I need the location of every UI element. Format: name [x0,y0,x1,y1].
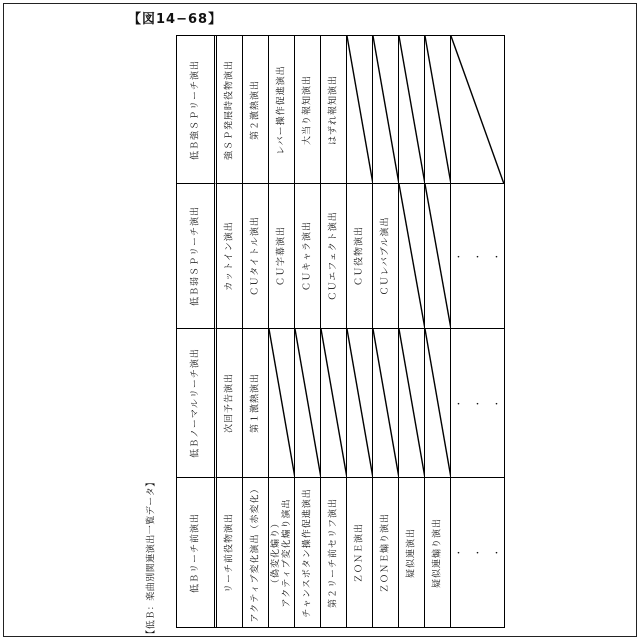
diagonal-line [373,36,399,184]
row-header-cell [177,36,217,184]
effect-name-text: ＣＵタイトル演出 [250,216,260,296]
na-diagonal-cell [399,36,425,184]
diagonal-line [399,329,425,478]
row-header-text: 低Ｂノーマルリーチ演出 [190,348,200,458]
effect-name-text: 大当り報知演出 [302,74,312,145]
effect-name-text: カットイン演出 [224,221,234,291]
ellipsis-text: ・・・ [454,252,512,263]
diagonal-line [347,329,373,478]
effect-name-cell [243,329,269,478]
effect-name-cell [295,184,321,329]
diagonal-line [373,329,399,478]
effect-name-text: ＺＯＮＥ演出 [354,522,364,583]
effects-table [176,35,512,628]
effect-name-text: 疑似連煽り演出 [432,517,442,588]
na-diagonal-cell [399,329,425,478]
diagonal-line [295,329,321,478]
effect-name-cell [269,36,295,184]
effect-name-text: アクティブ変化演出（赤変化） [250,482,260,623]
na-diagonal-cell [269,329,295,478]
effect-name-cell [347,478,373,627]
effect-name-text: 第１激熱演出 [250,372,260,434]
effect-name-cell [321,478,347,627]
effect-name-cell [243,36,269,184]
effect-name-cell [217,184,243,329]
row-header-text: 低Ｂ強ＳＰリーチ演出 [190,59,200,160]
diagonal-line [347,36,373,184]
diagonal-line [399,184,425,329]
na-diagonal-cell [295,329,321,478]
effect-name-text: レバー操作促進演出 [276,64,286,155]
na-diagonal-cell [347,329,373,478]
effect-name-text: 強ＳＰ発展時役物演出 [224,59,234,160]
figure-side-label-text: 【低Ｂ：楽曲別関連演出一覧データ】 [146,477,157,639]
effect-name-text: リーチ前役物演出 [224,512,234,593]
diagonal-line [269,329,295,478]
ellipsis-cell [451,329,512,478]
row-header-cell [177,478,217,627]
row-header-cell [177,329,217,478]
na-diagonal-cell [425,184,451,329]
effect-name-cell [269,184,295,329]
effect-name-cell [243,184,269,329]
effect-name-text: ＣＵレバブル演出 [380,216,390,296]
ellipsis-text: ・・・ [454,399,512,410]
effect-name-cell [217,329,243,478]
effect-name-text: 次回予告演出 [224,372,234,434]
diagonal-line [425,36,451,184]
effect-name-text: ＣＵエフェクト演出 [328,211,338,301]
ellipsis-cell [451,478,512,627]
diagonal-line [321,329,347,478]
effect-name-text: はずれ報知演出 [328,74,338,145]
na-diagonal-cell [347,36,373,184]
diagonal-line [425,184,451,329]
na-diagonal-cell [399,184,425,329]
diagonal-line [425,329,451,478]
effect-name-cell [321,36,347,184]
na-diagonal-cell [373,329,399,478]
effect-name-text: ＺＯＮＥ煽り演出 [380,512,390,593]
effect-name-text: 第２リーチ前セリフ演出 [328,497,338,608]
effect-name-cell [217,478,243,627]
diagonal-line [399,36,425,184]
effect-name-cell [243,478,269,627]
effect-name-cell [295,478,321,627]
figure-number-label: 【図14−68】 [128,12,223,27]
ellipsis-cell [451,184,512,329]
row-header-cell [177,184,217,329]
effect-name-cell [347,184,373,329]
effect-name-cell [425,478,451,627]
effect-name-cell [217,36,243,184]
effect-name-cell [269,478,295,627]
figure-side-label [141,477,163,639]
effect-name-cell [399,478,425,627]
ellipsis-text: ・・・ [454,549,512,559]
effect-name-text: （偽変化煽り） アクティブ変化煽り演出 [270,497,292,608]
diagonal-line [451,36,504,184]
effect-name-cell [373,184,399,329]
effect-name-text: ＣＵ字幕演出 [276,225,286,287]
effect-name-cell [295,36,321,184]
effect-name-cell [321,184,347,329]
effect-name-text: ＣＵキャラ演出 [302,220,312,292]
row-header-text: 低Ｂ弱ＳＰリーチ演出 [190,205,200,307]
na-diagonal-cell [373,36,399,184]
na-diagonal-cell [451,36,504,184]
effect-name-text: 疑似連演出 [406,527,416,578]
effect-name-text: ＣＵ役物演出 [354,225,364,287]
na-diagonal-cell [425,329,451,478]
na-diagonal-cell [321,329,347,478]
na-diagonal-cell [425,36,451,184]
effect-name-cell [373,478,399,627]
effect-name-text: チャンスボタン操作促進演出 [302,487,312,618]
row-header-text: 低Ｂリーチ前演出 [190,512,200,593]
effect-name-text: 第２激熱演出 [250,79,260,140]
